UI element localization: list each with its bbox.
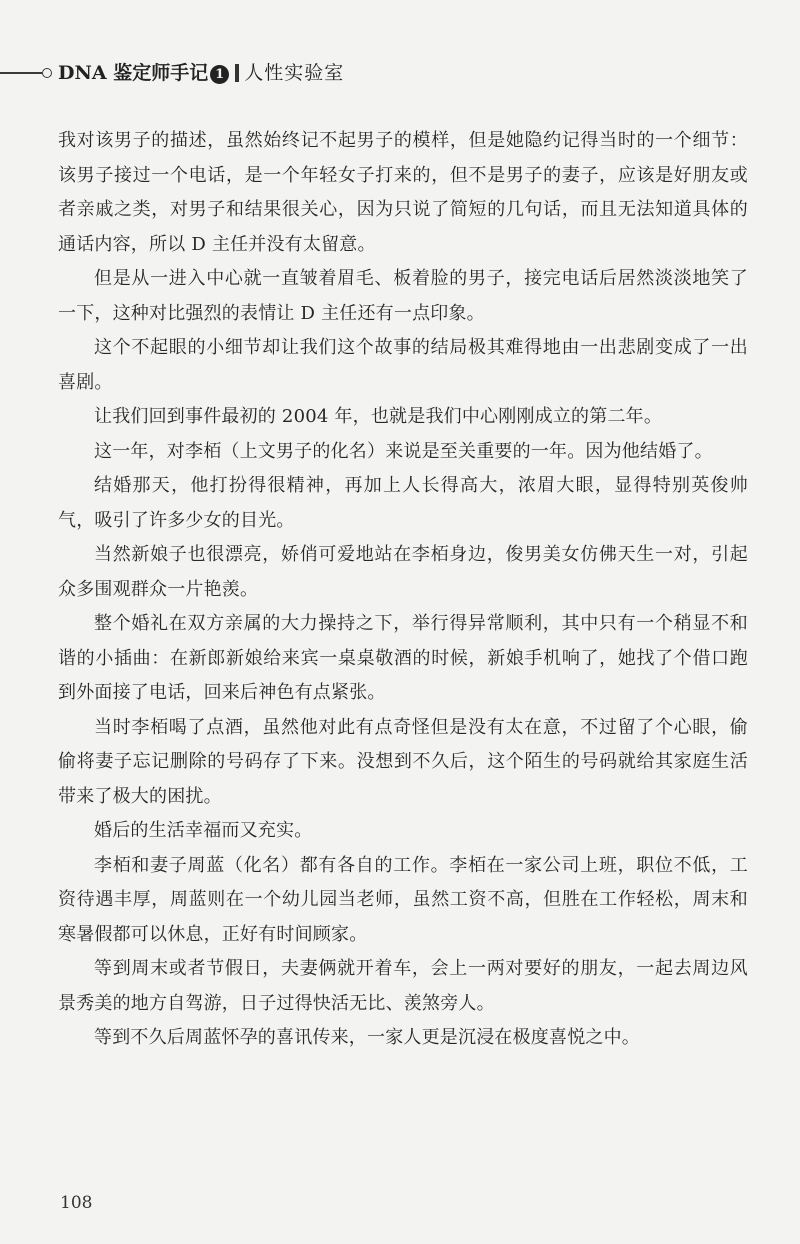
paragraph: 我对该男子的描述，虽然始终记不起男子的模样，但是她隐约记得当时的一个细节：该男子接过一个电话，是一个年轻女子打来的，但不是男子的妻子，应该是好朋友或者亲戚之类，对男子和结果很关心，因为只说了简短的几句话，而且无法知道具体的通话内容，所以 D 主任并没有太留意。 bbox=[58, 130, 748, 255]
header-text bbox=[58, 58, 344, 88]
running-header bbox=[0, 58, 420, 88]
paragraph: 整个婚礼在双方亲属的大力操持之下，举行得异常顺利，其中只有一个稍显不和谐的小插曲：在新郎新娘给来宾一桌桌敬酒的时候，新娘手机响了，她找了个借口跑到外面接了电话，回来后神色有点紧张。 bbox=[58, 613, 748, 703]
body-text bbox=[58, 124, 748, 1056]
paragraph: 等到不久后周蓝怀孕的喜讯传来，一家人更是沉浸在极度喜悦之中。 bbox=[94, 1027, 640, 1048]
paragraph: 婚后的生活幸福而又充实。 bbox=[94, 820, 313, 841]
book-subtitle: 人性实验室 bbox=[244, 62, 345, 84]
paragraph: 当然新娘子也很漂亮，娇俏可爱地站在李栢身边，俊男美女仿佛天生一对，引起众多围观群众一片艳羡。 bbox=[58, 544, 748, 600]
paragraph: 结婚那天，他打扮得很精神，再加上人长得高大，浓眉大眼，显得特别英俊帅气，吸引了许多少女的目光。 bbox=[58, 475, 748, 531]
page-number: 108 bbox=[60, 1193, 93, 1213]
header-rule bbox=[0, 72, 42, 74]
paragraph: 让我们回到事件最初的 2004 年，也就是我们中心刚刚成立的第二年。 bbox=[94, 406, 663, 427]
paragraph: 李栢和妻子周蓝（化名）都有各自的工作。李栢在一家公司上班，职位不低，工资待遇丰厚，周蓝则在一个幼儿园当老师，虽然工资不高，但胜在工作轻松，周末和寒暑假都可以休息，正好有时间顾家。 bbox=[58, 854, 748, 945]
book-title: DNA 鉴定师手记 bbox=[58, 62, 209, 84]
paragraph: 这个不起眼的小细节却让我们这个故事的结局极其难得地由一出悲剧变成了一出喜剧。 bbox=[58, 337, 748, 393]
paragraph: 这一年，对李栢（上文男子的化名）来说是至关重要的一年。因为他结婚了。 bbox=[94, 440, 713, 462]
paragraph: 但是从一进入中心就一直皱着眉毛、板着脸的男子，接完电话后居然淡淡地笑了一下，这种对比强烈的表情让 D 主任还有一点印象。 bbox=[58, 268, 748, 324]
header-circle-ornament bbox=[42, 68, 52, 78]
paragraph: 等到周末或者节假日，夫妻俩就开着车，会上一两对要好的朋友，一起去周边风景秀美的地方自驾游，日子过得快活无比、羡煞旁人。 bbox=[58, 958, 748, 1014]
volume-badge: 1 bbox=[210, 65, 229, 84]
header-separator bbox=[235, 64, 239, 82]
paragraph: 当时李栢喝了点酒，虽然他对此有点奇怪但是没有太在意，不过留了个心眼，偷偷将妻子忘记删除的号码存了下来。没想到不久后，这个陌生的号码就给其家庭生活带来了极大的困扰。 bbox=[58, 716, 748, 807]
